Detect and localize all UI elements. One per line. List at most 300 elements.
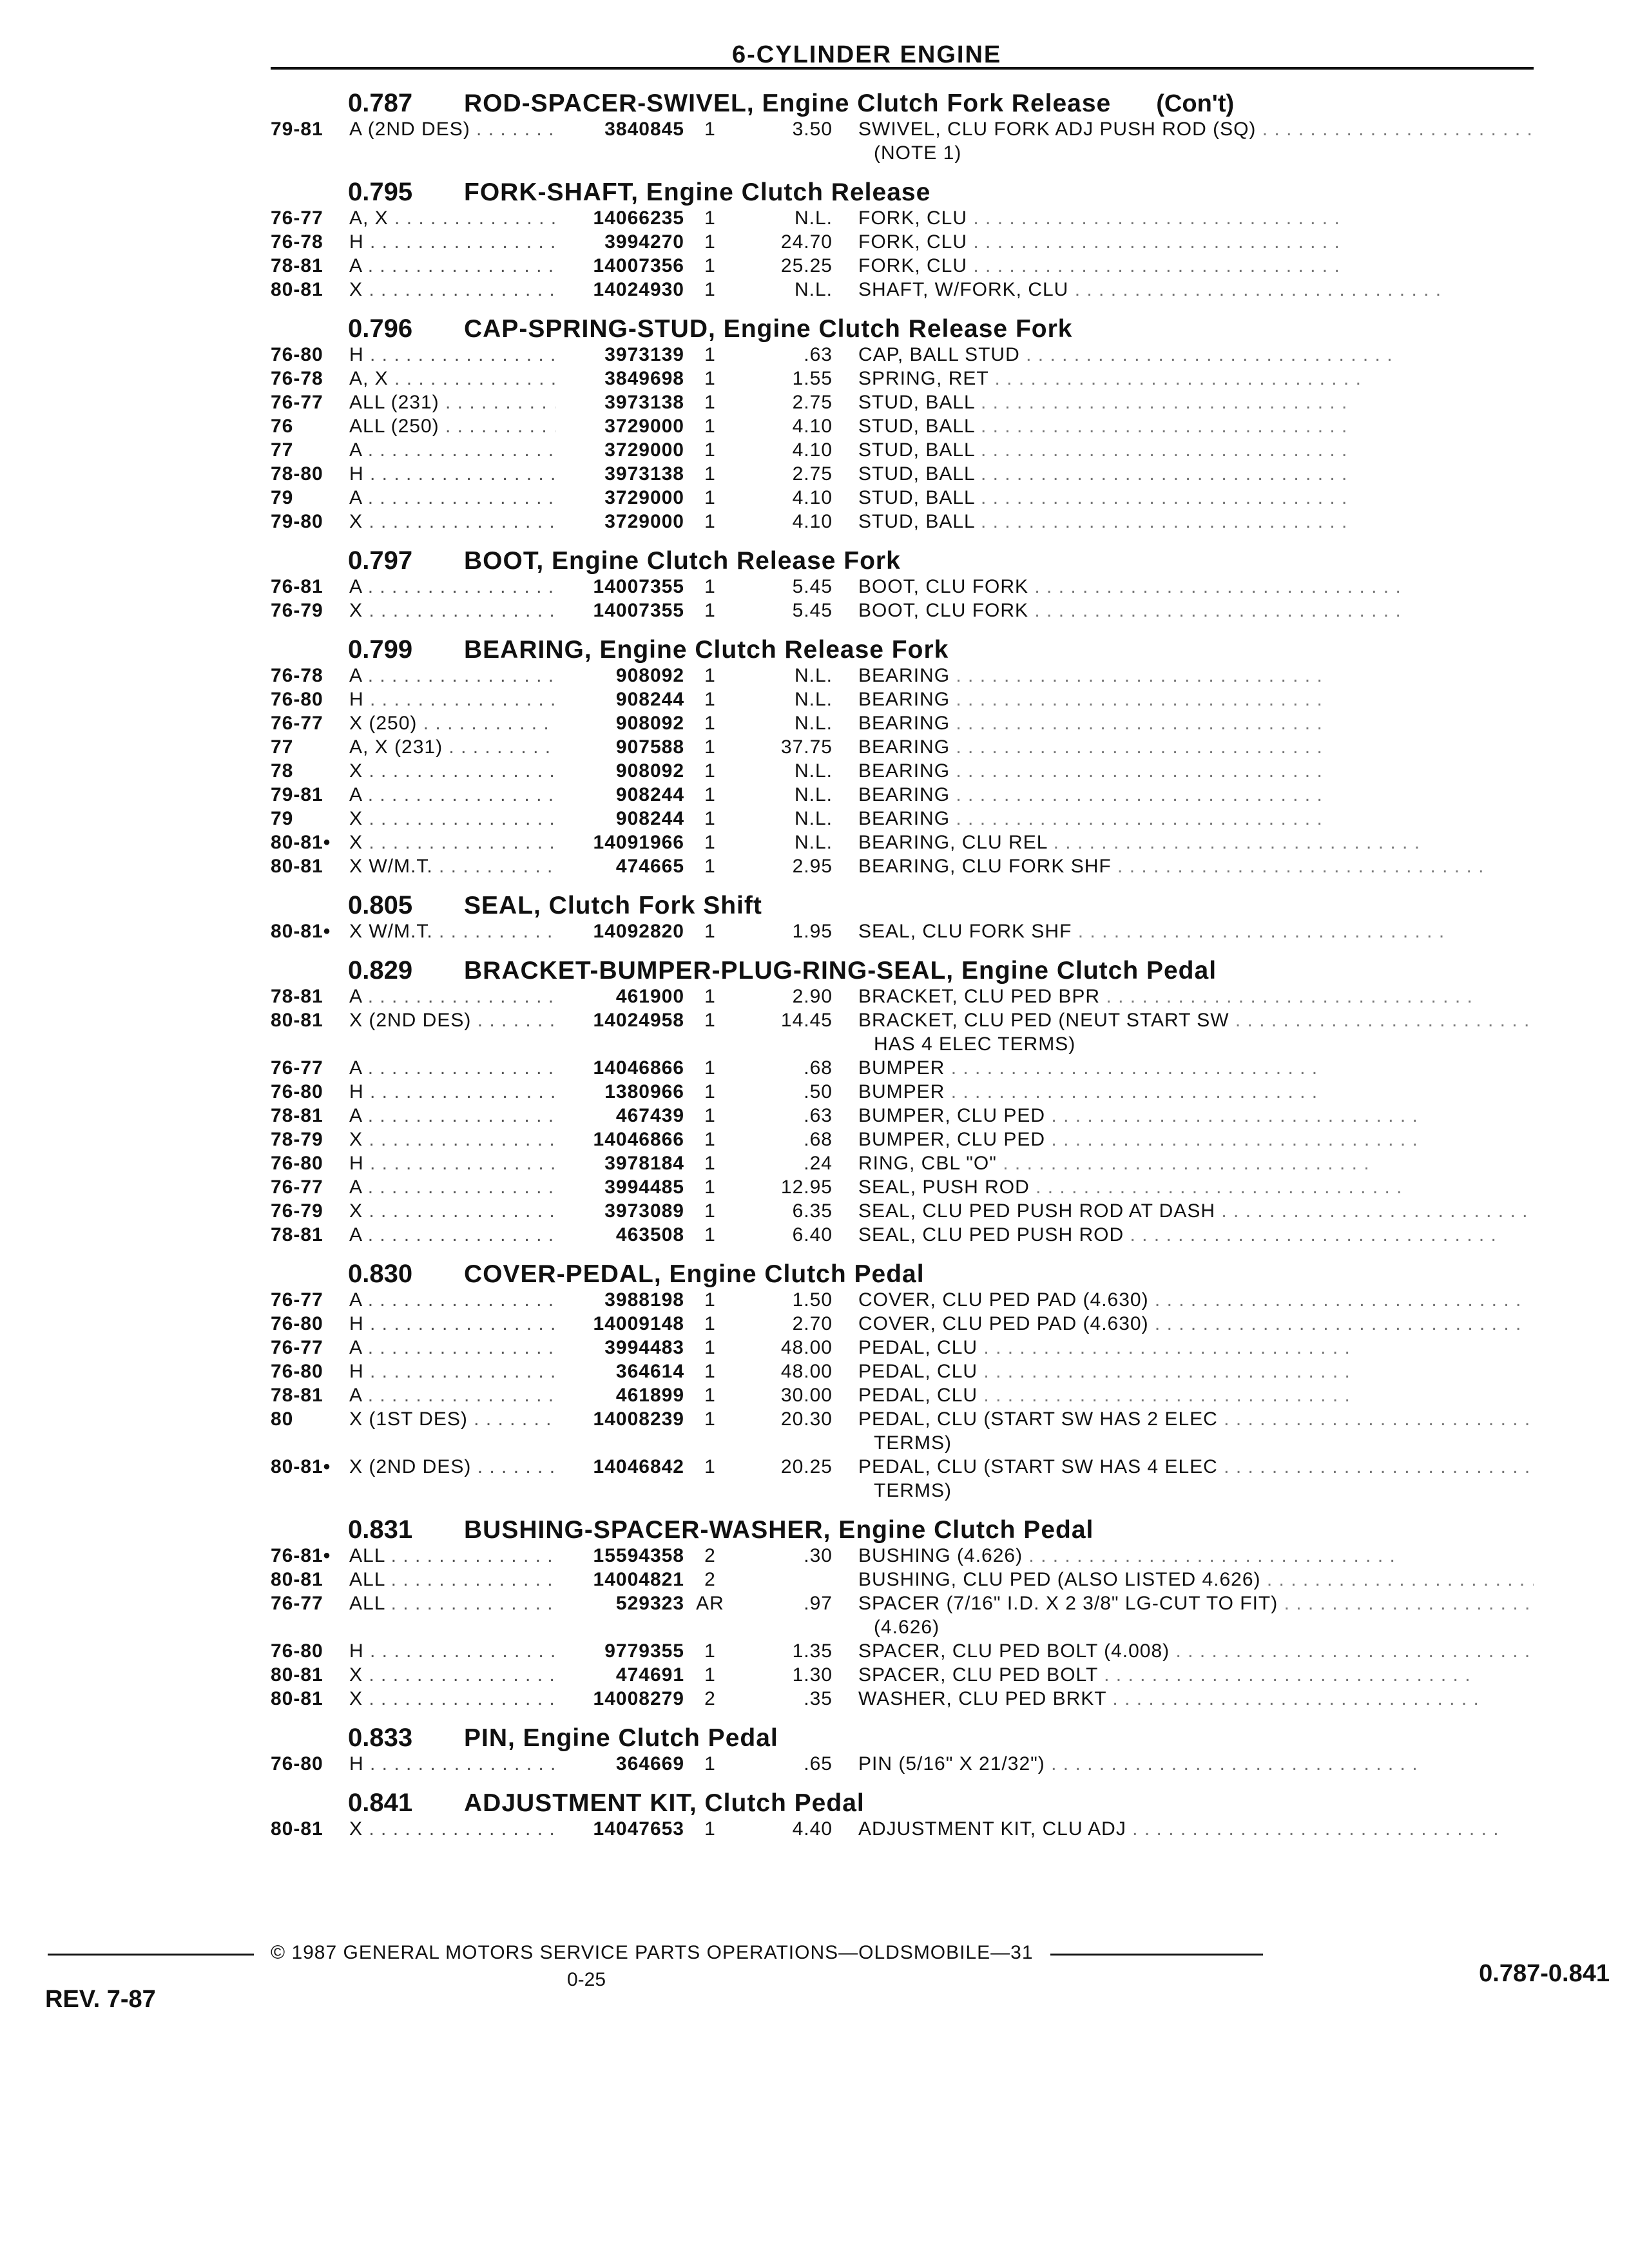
part-row: [271, 368, 1534, 392]
quantity: 1: [704, 784, 716, 805]
section-range: 0.787-0.841: [1479, 1960, 1610, 1987]
price: 4.10: [792, 511, 833, 532]
part-description: SPACER, CLU PED BOLT (4.008) . . .: [858, 1640, 1534, 1662]
model-years: 80: [271, 1408, 294, 1430]
part-description: TERMS): [874, 1432, 952, 1454]
quantity: 1: [704, 1081, 716, 1102]
model-code: A (2ND DES) . . .: [349, 119, 555, 140]
part-row: [271, 1640, 1534, 1664]
quantity: 1: [704, 1129, 716, 1150]
parts-section: [271, 1789, 1534, 1842]
part-number: 467439: [615, 1105, 684, 1126]
part-description: (4.626): [874, 1617, 940, 1638]
part-description: WASHER, CLU PED BRKT . . .: [858, 1688, 1534, 1710]
part-row: [271, 1289, 1534, 1313]
quantity: 1: [704, 1200, 716, 1222]
part-number: 14092820: [593, 921, 684, 942]
part-description: STUD, BALL . . .: [858, 487, 1534, 509]
price: 1.35: [792, 1640, 833, 1662]
quantity: 1: [704, 1313, 716, 1334]
section-number: 0.830: [348, 1260, 413, 1288]
price: .68: [804, 1057, 833, 1079]
quantity: 1: [704, 487, 716, 508]
part-description: SEAL, CLU FORK SHF . . .: [858, 921, 1534, 943]
part-description: PEDAL, CLU (START SW HAS 2 ELEC . . .: [858, 1408, 1534, 1430]
quantity: 2: [704, 1545, 716, 1566]
quantity: 1: [704, 231, 716, 253]
model-years: 76-80: [271, 344, 323, 365]
model-years: 76-79: [271, 1200, 323, 1222]
part-number: 3973138: [604, 392, 684, 413]
price: 14.45: [780, 1010, 833, 1031]
price: .97: [804, 1593, 833, 1614]
quantity: 1: [704, 368, 716, 389]
part-row: [271, 255, 1534, 279]
model-code: X . . .: [349, 600, 555, 622]
part-description: SWIVEL, CLU FORK ADJ PUSH ROD (SQ) . . .: [858, 119, 1534, 140]
section-title: ROD-SPACER-SWIVEL, Engine Clutch Fork Release: [464, 90, 1112, 117]
section-title: BRACKET-BUMPER-PLUG-RING-SEAL, Engine Clutch Pedal: [464, 957, 1217, 985]
part-description: BEARING . . .: [858, 808, 1534, 830]
section-heading: [271, 1515, 1534, 1545]
section-title: BEARING, Engine Clutch Release Fork: [464, 636, 949, 664]
quantity: 1: [704, 1057, 716, 1079]
part-row: [271, 1057, 1534, 1081]
model-years: 80-81•: [271, 1456, 331, 1477]
quantity: 1: [704, 808, 716, 829]
part-row: [271, 1569, 1534, 1593]
model-code: X (1ST DES) . . .: [349, 1408, 555, 1430]
part-description: BEARING, CLU REL . . .: [858, 832, 1534, 854]
parts-section: [271, 1515, 1534, 1712]
quantity: 1: [704, 856, 716, 877]
model-code: A . . .: [349, 1385, 555, 1407]
model-years: 76-78: [271, 231, 323, 253]
quantity: 1: [704, 713, 716, 734]
section-heading: [271, 1789, 1534, 1818]
quantity: 1: [704, 600, 716, 621]
part-row: [271, 1408, 1534, 1432]
model-code: H . . .: [349, 231, 555, 253]
model-code: H . . .: [349, 689, 555, 711]
price: 20.30: [780, 1408, 833, 1430]
part-number: 14046866: [593, 1129, 684, 1150]
part-row: [271, 392, 1534, 416]
part-description: BUMPER . . .: [858, 1057, 1534, 1079]
model-years: 80-81: [271, 856, 323, 877]
part-row: [271, 1177, 1534, 1200]
price: N.L.: [794, 808, 833, 829]
part-row: [271, 1337, 1534, 1361]
quantity: 1: [704, 1818, 716, 1840]
section-title: COVER-PEDAL, Engine Clutch Pedal: [464, 1260, 925, 1288]
model-code: ALL (250) . . .: [349, 416, 555, 437]
part-row: [271, 1105, 1534, 1129]
price: 5.45: [792, 600, 833, 621]
part-row: [271, 1224, 1534, 1248]
model-code: H . . .: [349, 344, 555, 366]
model-years: 80-81: [271, 1664, 323, 1686]
model-years: 79-81: [271, 784, 323, 805]
part-row: [271, 1385, 1534, 1408]
part-row-continuation: [271, 1617, 1534, 1640]
price: 6.35: [792, 1200, 833, 1222]
part-row: [271, 1081, 1534, 1105]
model-years: 80-81: [271, 1569, 323, 1590]
quantity: 1: [704, 760, 716, 782]
part-number: 3994270: [604, 231, 684, 253]
part-number: 3729000: [604, 439, 684, 461]
quantity: 2: [704, 1569, 716, 1590]
model-years: 79-80: [271, 511, 323, 532]
price: 2.70: [792, 1313, 833, 1334]
section-heading: [271, 635, 1534, 665]
part-row: [271, 832, 1534, 856]
part-description: SHAFT, W/FORK, CLU . . .: [858, 279, 1534, 301]
model-code: X (2ND DES) . . .: [349, 1010, 555, 1032]
model-years: 76-77: [271, 1289, 323, 1311]
model-code: A . . .: [349, 986, 555, 1008]
section-number: 0.805: [348, 891, 413, 919]
part-row: [271, 463, 1534, 487]
part-number: 908092: [615, 665, 684, 686]
part-row: [271, 1361, 1534, 1385]
model-years: 76-79: [271, 600, 323, 621]
quantity: 1: [704, 1153, 716, 1174]
part-row: [271, 600, 1534, 624]
part-number: 3978184: [604, 1153, 684, 1174]
part-row: [271, 736, 1534, 760]
parts-section: [271, 546, 1534, 624]
part-row: [271, 1010, 1534, 1033]
part-number: 908244: [615, 689, 684, 710]
price: .65: [804, 1753, 833, 1774]
model-code: X . . .: [349, 511, 555, 533]
model-code: X W/M.T. . . .: [349, 921, 555, 943]
part-row: [271, 986, 1534, 1010]
part-row: [271, 1200, 1534, 1224]
part-number: 3994485: [604, 1177, 684, 1198]
part-number: 15594358: [593, 1545, 684, 1566]
quantity: 1: [704, 832, 716, 853]
model-code: X . . .: [349, 808, 555, 830]
model-years: 76-80: [271, 1361, 323, 1382]
part-number: 364669: [615, 1753, 684, 1774]
model-years: 78-81: [271, 1224, 323, 1245]
model-years: 79-81: [271, 119, 323, 140]
part-row: [271, 1129, 1534, 1153]
quantity: 2: [704, 1688, 716, 1709]
part-number: 907588: [615, 736, 684, 758]
part-number: 461899: [615, 1385, 684, 1406]
part-row: [271, 416, 1534, 439]
part-description: BEARING . . .: [858, 760, 1534, 782]
section-number: 0.796: [348, 314, 413, 343]
price: 2.75: [792, 463, 833, 485]
part-number: 14007355: [593, 600, 684, 621]
part-number: 1380966: [604, 1081, 684, 1102]
part-description: BEARING . . .: [858, 689, 1534, 711]
quantity: AR: [696, 1593, 724, 1614]
model-code: ALL . . .: [349, 1593, 555, 1615]
part-description: FORK, CLU . . .: [858, 231, 1534, 253]
price: 6.40: [792, 1224, 833, 1245]
price: 1.30: [792, 1664, 833, 1686]
model-code: ALL (231) . . .: [349, 392, 555, 414]
page-number: 0-25: [567, 1969, 606, 1990]
part-description: STUD, BALL . . .: [858, 439, 1534, 461]
part-description: BUSHING, CLU PED (ALSO LISTED 4.626) . . .: [858, 1569, 1534, 1591]
model-years: 76-77: [271, 1057, 323, 1079]
price: N.L.: [794, 207, 833, 229]
part-number: 14046842: [593, 1456, 684, 1477]
section-title: SEAL, Clutch Fork Shift: [464, 892, 762, 919]
part-description: PEDAL, CLU . . .: [858, 1385, 1534, 1407]
quantity: 1: [704, 665, 716, 686]
part-row: [271, 1753, 1534, 1777]
model-code: A . . .: [349, 255, 555, 277]
section-heading: [271, 956, 1534, 986]
model-years: 76-80: [271, 1153, 323, 1174]
page-title: 6-CYLINDER ENGINE: [732, 41, 1002, 68]
part-number: 14007355: [593, 576, 684, 597]
part-description: BOOT, CLU FORK . . .: [858, 600, 1534, 622]
part-description: PEDAL, CLU (START SW HAS 4 ELEC . . .: [858, 1456, 1534, 1478]
part-number: 14024930: [593, 279, 684, 300]
price: .30: [804, 1545, 833, 1566]
model-code: X . . .: [349, 832, 555, 854]
section-title: PIN, Engine Clutch Pedal: [464, 1724, 778, 1752]
revision-label: REV. 7-87: [45, 1986, 156, 2013]
part-row: [271, 576, 1534, 600]
model-code: A . . .: [349, 1177, 555, 1198]
section-number: 0.797: [348, 546, 413, 575]
price: 2.95: [792, 856, 833, 877]
part-description: PEDAL, CLU . . .: [858, 1337, 1534, 1359]
part-row: [271, 119, 1534, 142]
model-code: H . . .: [349, 1313, 555, 1335]
part-description: TERMS): [874, 1480, 952, 1501]
section-continued: (Con't): [1156, 90, 1235, 117]
price: .63: [804, 344, 833, 365]
quantity: 1: [704, 1289, 716, 1311]
part-number: 908244: [615, 808, 684, 829]
price: N.L.: [794, 760, 833, 782]
model-years: 76-78: [271, 368, 323, 389]
part-number: 908092: [615, 713, 684, 734]
part-description: STUD, BALL . . .: [858, 511, 1534, 533]
part-row: [271, 487, 1534, 511]
part-number: 3729000: [604, 416, 684, 437]
part-number: 14007356: [593, 255, 684, 276]
model-code: A, X (231) . . .: [349, 736, 555, 758]
part-row: [271, 689, 1534, 713]
model-code: H . . .: [349, 1153, 555, 1175]
part-description: COVER, CLU PED PAD (4.630) . . .: [858, 1289, 1534, 1311]
part-description: BEARING . . .: [858, 736, 1534, 758]
quantity: 1: [704, 1640, 716, 1662]
part-number: 14091966: [593, 832, 684, 853]
price: N.L.: [794, 784, 833, 805]
quantity: 1: [704, 1224, 716, 1245]
part-description: FORK, CLU . . .: [858, 255, 1534, 277]
section-number: 0.829: [348, 956, 413, 985]
quantity: 1: [704, 1456, 716, 1477]
part-number: 3973089: [604, 1200, 684, 1222]
part-row: [271, 760, 1534, 784]
section-heading: [271, 178, 1534, 207]
parts-section: [271, 635, 1534, 879]
parts-section: [271, 1260, 1534, 1504]
part-number: 14008239: [593, 1408, 684, 1430]
model-years: 76: [271, 416, 294, 437]
model-years: 76-77: [271, 1337, 323, 1358]
price: 5.45: [792, 576, 833, 597]
model-code: X W/M.T. . . .: [349, 856, 555, 878]
model-code: A . . .: [349, 1337, 555, 1359]
model-years: 76-81: [271, 576, 323, 597]
model-years: 78-81: [271, 1105, 323, 1126]
model-years: 80-81: [271, 1818, 323, 1840]
price: 1.95: [792, 921, 833, 942]
part-description: BUMPER, CLU PED . . .: [858, 1105, 1534, 1127]
price: 4.40: [792, 1818, 833, 1840]
model-code: X . . .: [349, 1818, 555, 1840]
part-description: STUD, BALL . . .: [858, 392, 1534, 414]
part-number: 14024958: [593, 1010, 684, 1031]
part-number: 474665: [615, 856, 684, 877]
section-heading: [271, 546, 1534, 576]
part-row: [271, 1313, 1534, 1337]
quantity: 1: [704, 1105, 716, 1126]
model-years: 78-81: [271, 986, 323, 1007]
model-code: A . . .: [349, 784, 555, 806]
model-code: X (250) . . .: [349, 713, 555, 735]
model-code: A, X . . .: [349, 207, 555, 229]
quantity: 1: [704, 344, 716, 365]
part-description: SPACER, CLU PED BOLT . . .: [858, 1664, 1534, 1686]
section-number: 0.841: [348, 1789, 413, 1817]
model-years: 76-80: [271, 1753, 323, 1774]
part-row: [271, 808, 1534, 832]
parts-section: [271, 178, 1534, 303]
price: 25.25: [780, 255, 833, 276]
part-row: [271, 1818, 1534, 1842]
part-description: SPACER (7/16" I.D. X 2 3/8" LG-CUT TO FIT) . . .: [858, 1593, 1534, 1615]
model-code: A . . .: [349, 665, 555, 687]
price: 48.00: [780, 1337, 833, 1358]
section-number: 0.799: [348, 635, 413, 664]
part-row: [271, 1593, 1534, 1617]
catalog-page: [271, 39, 1534, 1842]
price: 2.75: [792, 392, 833, 413]
model-years: 76-80: [271, 689, 323, 710]
model-years: 78-80: [271, 463, 323, 485]
footer-rule-right: [1050, 1954, 1263, 1956]
model-years: 76-77: [271, 1593, 323, 1614]
part-number: 3973139: [604, 344, 684, 365]
part-number: 908244: [615, 784, 684, 805]
model-code: A, X . . .: [349, 368, 555, 390]
part-description: BOOT, CLU FORK . . .: [858, 576, 1534, 598]
part-row-continuation: [271, 142, 1534, 166]
price: N.L.: [794, 665, 833, 686]
price: .63: [804, 1105, 833, 1126]
quantity: 1: [704, 921, 716, 942]
part-description: SEAL, PUSH ROD . . .: [858, 1177, 1534, 1198]
quantity: 1: [704, 1177, 716, 1198]
quantity: 1: [704, 1010, 716, 1031]
price: 2.90: [792, 986, 833, 1007]
part-row-continuation: [271, 1033, 1534, 1057]
section-heading: [271, 1724, 1534, 1753]
part-description: BRACKET, CLU PED (NEUT START SW . . .: [858, 1010, 1534, 1032]
section-number: 0.787: [348, 89, 413, 117]
model-years: 79: [271, 808, 294, 829]
model-years: 80-81: [271, 1010, 323, 1031]
part-description: BEARING . . .: [858, 713, 1534, 735]
part-number: 14066235: [593, 207, 684, 229]
parts-section: [271, 314, 1534, 535]
part-row: [271, 1664, 1534, 1688]
part-row: [271, 231, 1534, 255]
part-number: 529323: [615, 1593, 684, 1614]
model-years: 78-81: [271, 255, 323, 276]
part-description: PEDAL, CLU . . .: [858, 1361, 1534, 1383]
part-description: BEARING, CLU FORK SHF . . .: [858, 856, 1534, 878]
quantity: 1: [704, 1753, 716, 1774]
part-description: BEARING . . .: [858, 784, 1534, 806]
part-description: BUMPER . . .: [858, 1081, 1534, 1103]
price: 30.00: [780, 1385, 833, 1406]
part-row: [271, 511, 1534, 535]
price: 4.10: [792, 487, 833, 508]
model-code: X . . .: [349, 1129, 555, 1151]
model-years: 76-81•: [271, 1545, 331, 1566]
part-row: [271, 1688, 1534, 1712]
section-title: BOOT, Engine Clutch Release Fork: [464, 547, 901, 575]
model-code: X . . .: [349, 1200, 555, 1222]
quantity: 1: [704, 255, 716, 276]
parts-sections: [271, 89, 1534, 1842]
model-code: X . . .: [349, 760, 555, 782]
section-title: BUSHING-SPACER-WASHER, Engine Clutch Pedal: [464, 1516, 1094, 1544]
price: 1.50: [792, 1289, 833, 1311]
model-years: 76-77: [271, 207, 323, 229]
part-row: [271, 665, 1534, 689]
parts-section: [271, 89, 1534, 166]
part-description: PIN (5/16" X 21/32") . . .: [858, 1753, 1534, 1775]
parts-section: [271, 956, 1534, 1248]
model-code: H . . .: [349, 1361, 555, 1383]
price: .50: [804, 1081, 833, 1102]
section-heading: [271, 1260, 1534, 1289]
price: N.L.: [794, 689, 833, 710]
part-description: RING, CBL "O" . . .: [858, 1153, 1534, 1175]
quantity: 1: [704, 439, 716, 461]
price: 24.70: [780, 231, 833, 253]
part-description: SEAL, CLU PED PUSH ROD . . .: [858, 1224, 1534, 1246]
part-number: 3849698: [604, 368, 684, 389]
parts-section: [271, 891, 1534, 945]
part-row: [271, 279, 1534, 303]
part-description: SPRING, RET . . .: [858, 368, 1534, 390]
price: 48.00: [780, 1361, 833, 1382]
page-header: [271, 39, 1534, 77]
quantity: 1: [704, 1361, 716, 1382]
quantity: 1: [704, 207, 716, 229]
part-description: HAS 4 ELEC TERMS): [874, 1033, 1076, 1055]
